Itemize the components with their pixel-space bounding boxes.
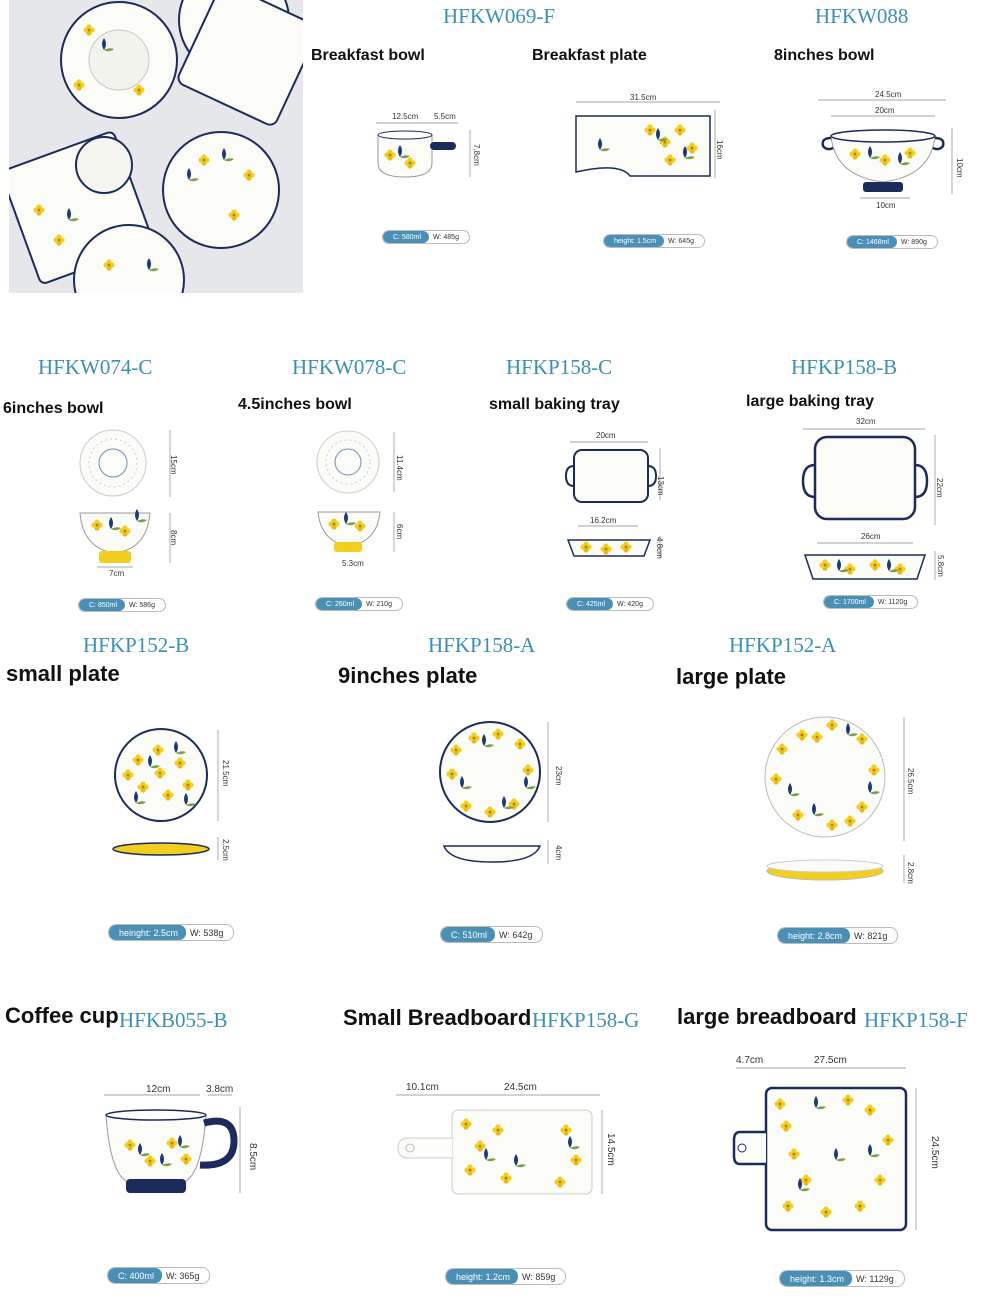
- spec-pill: [382, 230, 470, 244]
- spec-capacity: C: 260ml: [316, 598, 362, 610]
- product-name: small baking tray: [489, 396, 620, 413]
- product-name: large baking tray: [746, 393, 875, 410]
- dimension-label: 10.1cm: [406, 1082, 439, 1093]
- dimension-label: 20cm: [875, 106, 895, 115]
- dimension-label: 6cm: [395, 524, 404, 540]
- spec-weight: W: 1129g: [856, 1273, 894, 1284]
- small-breadboard-image: [390, 1090, 620, 1200]
- product-name: Coffee cup: [5, 1003, 119, 1028]
- spec-capacity: C: 425ml: [567, 598, 613, 610]
- spec-height: heinght: 2.5cm: [109, 925, 186, 940]
- spec-height: height: 1.5cm: [604, 235, 664, 247]
- dimension-label: 10cm: [876, 201, 896, 210]
- product-code: HFKP152-A: [729, 633, 837, 657]
- product-code: HFKP158-B: [791, 355, 898, 379]
- dimension-label: 13cm: [656, 476, 665, 496]
- spec-weight: W: 1120g: [877, 598, 908, 606]
- dimension-label: 7cm: [109, 569, 125, 578]
- dimension-label: 24.5cm: [875, 90, 902, 99]
- product-code: HFKW088: [815, 4, 909, 28]
- large-baking-tray-image: [795, 425, 955, 595]
- spec-weight: W: 538g: [190, 927, 224, 938]
- spec-capacity: C: 850ml: [79, 599, 125, 611]
- dimension-label: 15cm: [169, 455, 178, 475]
- spec-pill: [440, 926, 543, 943]
- product-name: Breakfast bowl: [311, 47, 425, 64]
- dimension-label: 5.3cm: [342, 559, 364, 568]
- dimension-label: 4.8cm: [655, 537, 664, 559]
- product-code: HFKW074-C: [38, 355, 153, 379]
- spec-capacity: C: 580ml: [383, 231, 429, 243]
- dimension-label: 3.8cm: [206, 1084, 234, 1095]
- dimension-label: 24.5cm: [504, 1082, 537, 1093]
- dimension-label: 20cm: [596, 431, 616, 440]
- dimension-label: 31.5cm: [630, 93, 657, 102]
- product-code: HFKP152-B: [83, 633, 190, 657]
- dimension-label: 24.5cm: [929, 1136, 940, 1169]
- spec-weight: W: 821g: [854, 930, 888, 941]
- dimension-label: 22cm: [935, 478, 944, 498]
- dimension-label: 23cm: [554, 766, 563, 786]
- dimension-label: 14.5cm: [605, 1133, 616, 1166]
- spec-weight: W: 485g: [433, 233, 459, 241]
- spec-weight: W: 420g: [617, 600, 643, 608]
- product-name: large plate: [676, 664, 787, 689]
- dimension-label: 4.7cm: [736, 1055, 764, 1066]
- spec-capacity: C: 1700ml: [824, 596, 874, 608]
- spec-capacity: C: 510ml: [441, 927, 495, 942]
- 9inch-plate-image: [438, 722, 568, 872]
- dimension-label: 12.5cm: [392, 112, 419, 121]
- spec-weight: W: 210g: [366, 600, 392, 608]
- spec-pill: [107, 1267, 210, 1284]
- spec-weight: W: 890g: [900, 238, 927, 246]
- spec-weight: W: 859g: [522, 1271, 556, 1282]
- dimension-label: 5.8cm: [936, 555, 945, 577]
- product-name: small plate: [6, 661, 120, 686]
- product-name: 9inches plate: [338, 663, 478, 688]
- spec-pill: [108, 924, 234, 941]
- dimension-label: 21.5cm: [221, 760, 230, 787]
- dimension-label: 10cm: [955, 158, 964, 178]
- product-name: 6inches bowl: [3, 400, 104, 417]
- hero-product-photo: [9, 0, 303, 293]
- spec-weight: W: 586g: [129, 601, 155, 609]
- spec-weight: W: 645g: [668, 237, 694, 245]
- product-code: HFKW078-C: [292, 355, 407, 379]
- spec-capacity: C: 400ml: [108, 1268, 162, 1283]
- spec-pill: [315, 597, 403, 611]
- dimension-label: 26.5cm: [906, 768, 915, 795]
- dimension-label: 8.5cm: [247, 1143, 258, 1171]
- spec-height: height: 1.2cm: [446, 1269, 518, 1284]
- product-name: 8inches bowl: [774, 47, 875, 64]
- spec-height: height: 2.8cm: [778, 928, 850, 943]
- coffee-cup-image: [100, 1085, 250, 1205]
- dimension-label: 16cm: [715, 140, 724, 160]
- product-name: Small Breadboard: [343, 1005, 532, 1030]
- dimension-label: 27.5cm: [814, 1055, 847, 1066]
- spec-pill: [846, 235, 938, 249]
- small-baking-tray-image: [560, 440, 670, 580]
- spec-pill: [445, 1268, 566, 1285]
- product-name: 4.5inches bowl: [238, 396, 352, 413]
- spec-pill: [603, 234, 705, 248]
- spec-weight: W: 365g: [166, 1270, 200, 1281]
- spec-pill: [779, 1270, 905, 1287]
- product-code: HFKP158-C: [506, 355, 613, 379]
- large-breadboard-image: [730, 1060, 950, 1240]
- dimension-label: 32cm: [856, 417, 876, 426]
- spec-height: height: 1.3cm: [780, 1271, 852, 1286]
- spec-pill: [78, 598, 166, 612]
- 6inch-bowl-image: [75, 425, 185, 575]
- product-code: HFKW069-F: [443, 4, 556, 28]
- dimension-label: 8cm: [169, 530, 178, 546]
- breakfast-plate-image: [570, 100, 730, 180]
- spec-capacity: C: 1468ml: [847, 236, 897, 248]
- dimension-label: 7.8cm: [472, 144, 481, 166]
- dimension-label: 2.8cm: [906, 862, 915, 884]
- large-plate-image: [762, 715, 912, 885]
- 4.5inch-bowl-image: [312, 428, 412, 568]
- dimension-label: 2.5cm: [221, 839, 230, 861]
- dimension-label: 11.4cm: [395, 455, 404, 481]
- dimension-label: 4cm: [554, 845, 563, 861]
- dimension-label: 5.5cm: [434, 112, 456, 121]
- small-plate-image: [108, 725, 238, 875]
- spec-weight: W: 642g: [499, 929, 533, 940]
- product-name: Breakfast plate: [532, 47, 647, 64]
- spec-pill: [823, 595, 918, 609]
- dimension-label: 26cm: [861, 532, 881, 541]
- product-code: HFKP158-F: [864, 1008, 968, 1032]
- dimension-label: 12cm: [146, 1084, 171, 1095]
- product-code: HFKP158-G: [532, 1008, 640, 1032]
- product-name: large breadboard: [677, 1004, 857, 1029]
- spec-pill: [566, 597, 654, 611]
- spec-pill: [777, 927, 898, 944]
- product-code: HFKP158-A: [428, 633, 536, 657]
- product-code: HFKB055-B: [119, 1008, 228, 1032]
- dimension-label: 16.2cm: [590, 516, 617, 525]
